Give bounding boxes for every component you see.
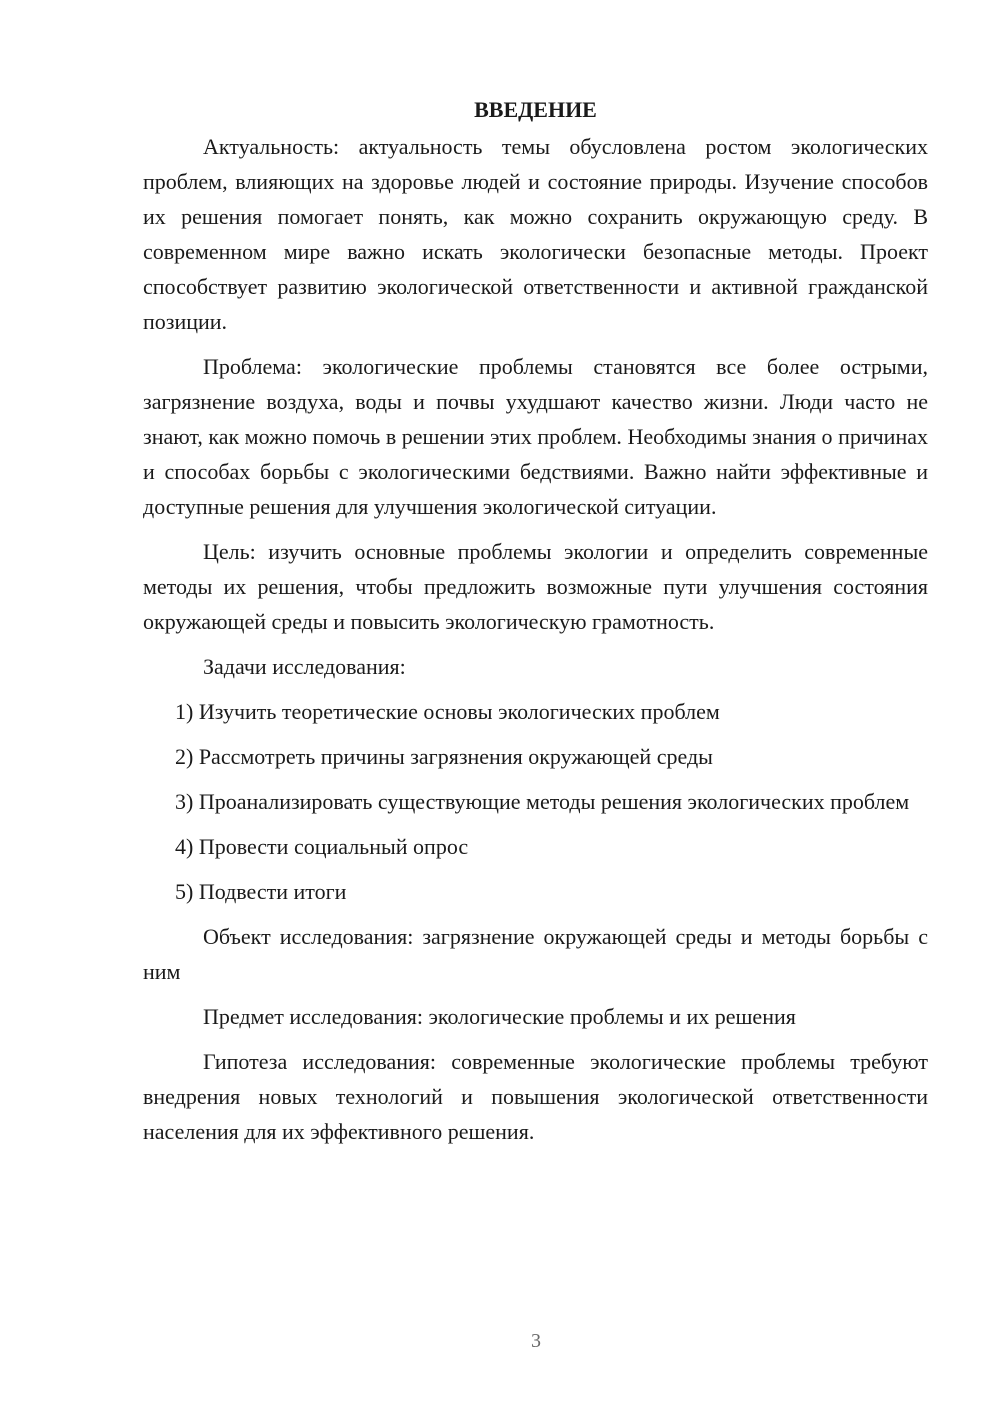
goal-paragraph: Цель: изучить основные проблемы экологии и определить современные методы их решения, чтобы предложить возможные пути улучшения состояния окружающей среды и повысить экологическую грамотность. (143, 539, 928, 634)
subject-paragraph: Предмет исследования: экологические проблемы и их решения (203, 1004, 796, 1029)
object-paragraph: Объект исследования: загрязнение окружающей среды и методы борьбы с ним (143, 924, 928, 984)
relevance-paragraph: Актуальность: актуальность темы обусловлена ростом экологических проблем, влияющих на здоровье людей и состояние природы. Изучение способов их решения помогает понять, как можно сохранить окружающую среду. В современном мире важно искать экологически безопасные методы. Проект способствует развитию экологической ответственности и активной гражданской позиции. (143, 134, 928, 334)
task-item-5: 5) Подвести итоги (175, 879, 347, 904)
document-page (143, 92, 928, 1159)
hypothesis-paragraph: Гипотеза исследования: современные экологические проблемы требуют внедрения новых технологий и повышения экологической ответственности населения для их эффективного решения. (143, 1049, 928, 1144)
problem-paragraph: Проблема: экологические проблемы становятся все более острыми, загрязнение воздуха, воды и почвы ухудшают качество жизни. Люди часто не знают, как можно помочь в решении этих проблем. Необходимы знания о причинах и способах борьбы с экологическими бедствиями. Важно найти эффективные и доступные решения для улучшения экологической ситуации. (143, 354, 928, 519)
task-item-3: 3) Проанализировать существующие методы решения экологических проблем (175, 789, 910, 814)
tasks-heading: Задачи исследования: (203, 654, 406, 679)
task-item-2: 2) Рассмотреть причины загрязнения окружающей среды (175, 744, 713, 769)
task-item-1: 1) Изучить теоретические основы экологических проблем (175, 699, 720, 724)
page-number: 3 (531, 1330, 541, 1352)
section-title: ВВЕДЕНИЕ (474, 97, 597, 122)
task-item-4: 4) Провести социальный опрос (175, 834, 469, 859)
